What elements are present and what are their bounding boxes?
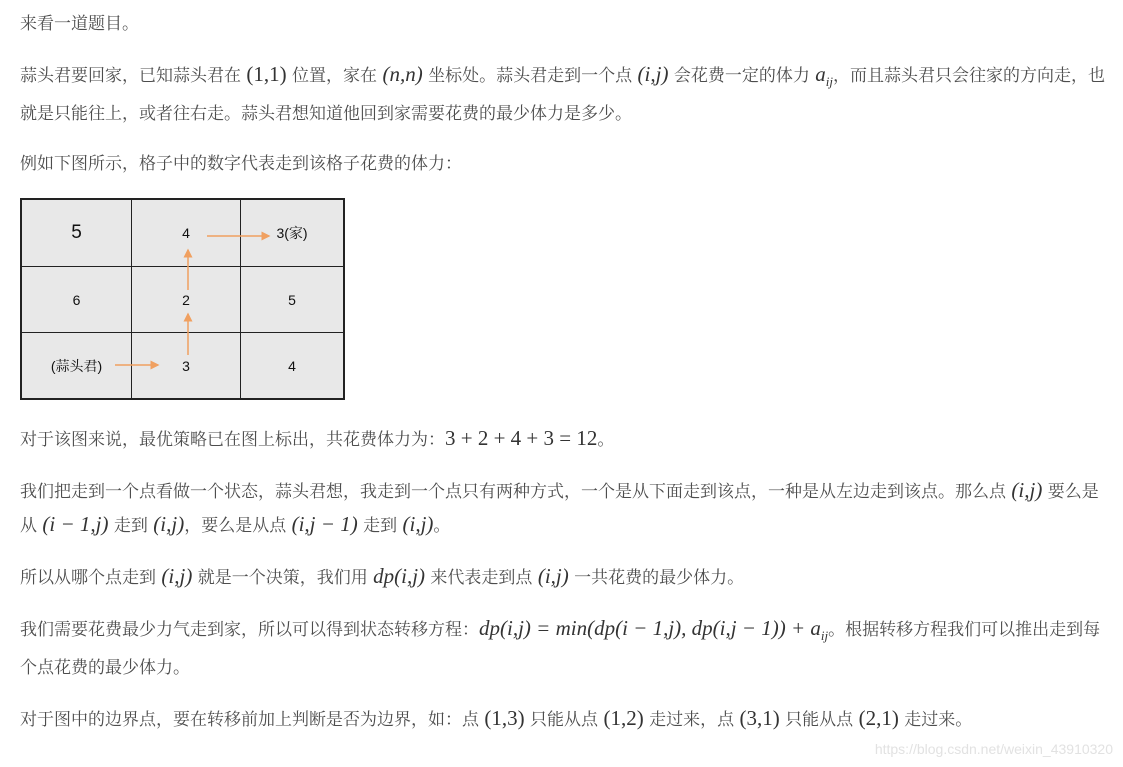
math-expression bbox=[403, 512, 434, 536]
grid-cell: 6 bbox=[22, 267, 132, 333]
intro-paragraphs bbox=[20, 8, 1115, 180]
math-text: (n,n) bbox=[382, 62, 423, 86]
math-expression bbox=[153, 512, 184, 536]
math-expression bbox=[479, 616, 829, 644]
math-expression bbox=[859, 706, 899, 730]
paragraph bbox=[20, 702, 1115, 736]
math-expression bbox=[246, 62, 286, 86]
explanation-paragraphs bbox=[20, 422, 1115, 736]
math-text: dp(i,j) bbox=[373, 564, 426, 589]
paragraph bbox=[20, 148, 1115, 180]
math-text: (i,j) bbox=[637, 62, 669, 86]
math-expression bbox=[382, 62, 422, 86]
text-run: 蒜头君要回家，已知蒜头君在 bbox=[20, 66, 247, 86]
grid-cell: 4 bbox=[288, 357, 296, 374]
text-run: 对于图中的边界点，要在转移前加上判断是否为边界，如：点 bbox=[20, 710, 485, 731]
text-run: 会花费一定的体力 bbox=[668, 66, 816, 86]
math-expression bbox=[161, 564, 192, 588]
math-text: (i,j) bbox=[153, 512, 185, 537]
math-expression bbox=[484, 706, 524, 730]
text-run: 来看一道题目。 bbox=[20, 14, 139, 34]
text-run: 走过来，点 bbox=[643, 710, 740, 731]
math-expression bbox=[815, 62, 833, 90]
text-run: ，要么是从点 bbox=[184, 516, 292, 537]
grid-cell: 2 bbox=[132, 267, 241, 333]
grid-cell: 5 bbox=[241, 267, 343, 333]
math-text: dp(i,j) = min(dp(i − 1,j), dp(i,j − 1)) + a bbox=[479, 616, 821, 641]
grid-cell-start: (蒜头君) bbox=[22, 333, 132, 398]
text-run: 坐标处。蒜头君走到一个点 bbox=[422, 66, 638, 86]
paragraph bbox=[20, 58, 1115, 130]
paragraph bbox=[20, 560, 1115, 594]
text-run: 例如下图所示，格子中的数字代表走到该格子花费的体力： bbox=[20, 154, 462, 175]
math-text: (i,j − 1) bbox=[291, 512, 358, 537]
article-content bbox=[20, 8, 1115, 754]
grid-cell: 3 bbox=[132, 333, 241, 398]
watermark: https://blog.csdn.net/weixin_43910320 bbox=[874, 741, 1113, 757]
text-run: ，而且蒜头君只会往家的方向走，也就是只能往上，或者往右走。蒜头君想知道他回到家需要花费的最少体力是多少。 bbox=[20, 66, 1105, 125]
text-run: 我们需要花费最少力气走到家，所以可以得到状态转移方程： bbox=[20, 620, 479, 641]
math-text: (1,3) bbox=[484, 706, 525, 731]
grid-cell: 5 bbox=[22, 200, 132, 267]
math-subscript: ij bbox=[825, 74, 833, 90]
math-text: (i,j) bbox=[537, 564, 569, 589]
math-subscript: ij bbox=[820, 628, 829, 644]
text-run: 所以从哪个点走到 bbox=[20, 568, 162, 589]
text-run: 就是一个决策，我们用 bbox=[192, 568, 374, 589]
paragraph bbox=[20, 422, 1115, 456]
text-run: 位置，家在 bbox=[286, 66, 383, 86]
math-expression bbox=[1011, 478, 1042, 502]
text-run: 。 bbox=[597, 430, 615, 451]
math-expression bbox=[42, 512, 108, 536]
text-run: 对于该图来说，最优策略已在图上标出，共花费体力为： bbox=[20, 430, 445, 451]
math-text: (i,j) bbox=[402, 512, 434, 537]
math-expression bbox=[538, 564, 569, 588]
text-run: 。 bbox=[433, 516, 451, 537]
math-text: (2,1) bbox=[858, 706, 899, 731]
text-run: 我们把走到一个点看做一个状态，蒜头君想，我走到一个点只有两种方式，一个是从下面走到该点，一种是从左边走到该点。那么点 bbox=[20, 482, 1012, 503]
math-text: (i − 1,j) bbox=[42, 512, 109, 537]
grid-cell: 4 bbox=[132, 200, 241, 267]
paragraph bbox=[20, 612, 1115, 684]
text-run: 走到 bbox=[108, 516, 154, 537]
paragraph bbox=[20, 474, 1115, 542]
math-expression bbox=[373, 564, 425, 588]
math-expression bbox=[603, 706, 643, 730]
text-run: 一共花费的最少体力。 bbox=[568, 568, 745, 589]
math-text: a bbox=[815, 62, 826, 86]
text-run: 。根据转移方程我们可以推出走到每个点花费的最少体力。 bbox=[20, 620, 1101, 679]
text-run: 要么是从 bbox=[20, 482, 1099, 537]
math-text: 3 + 2 + 4 + 3 = 12 bbox=[445, 426, 598, 451]
math-text: (i,j) bbox=[161, 564, 193, 589]
grid-figure bbox=[20, 198, 345, 400]
math-expression bbox=[445, 426, 597, 450]
text-run: 只能从点 bbox=[779, 710, 859, 731]
paragraph bbox=[20, 8, 1115, 40]
grid-cell-home: 3(家) bbox=[241, 200, 343, 267]
math-text: (1,2) bbox=[603, 706, 644, 731]
math-text: (1,1) bbox=[246, 62, 287, 86]
math-expression bbox=[740, 706, 780, 730]
math-expression bbox=[638, 62, 669, 86]
text-run: 走到 bbox=[357, 516, 403, 537]
math-expression bbox=[292, 512, 358, 536]
text-run: 来代表走到点 bbox=[425, 568, 538, 589]
math-text: (3,1) bbox=[739, 706, 780, 731]
math-text: (i,j) bbox=[1011, 478, 1043, 503]
text-run: 只能从点 bbox=[524, 710, 604, 731]
text-run: 走过来。 bbox=[898, 710, 973, 731]
